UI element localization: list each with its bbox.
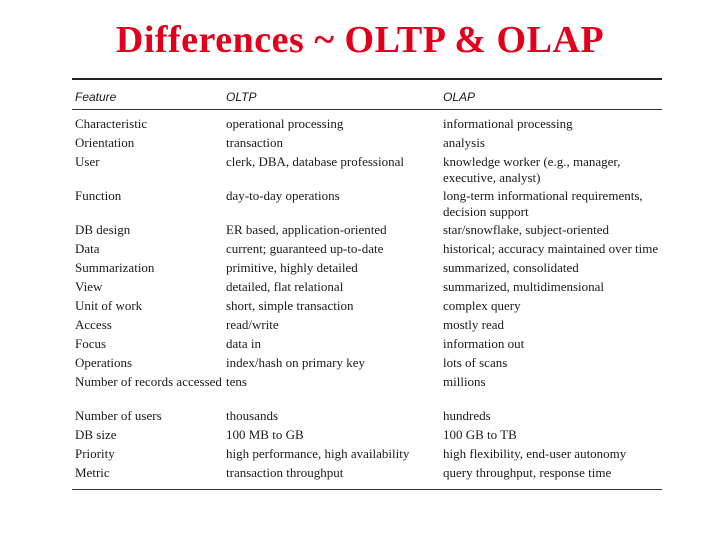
- table-row: [72, 446, 662, 465]
- olap-cell: hundreds: [443, 408, 491, 423]
- table-row: [72, 135, 662, 154]
- bottom-rule: [72, 489, 662, 490]
- page-title: Differences ~ OLTP & OLAP: [115, 19, 605, 61]
- olap-cell: summarized, multidimensional: [443, 279, 605, 294]
- table-row: [72, 260, 662, 279]
- olap-cell: complex query: [443, 298, 521, 313]
- oltp-cell: day-to-day operations: [226, 188, 340, 203]
- olap-cell: millions: [443, 374, 486, 389]
- table-row: [72, 317, 662, 336]
- oltp-cell: transaction throughput: [226, 465, 344, 480]
- comparison-table: [72, 80, 662, 489]
- header-olap: OLAP: [443, 90, 476, 104]
- feature-cell: Summarization: [75, 260, 155, 275]
- table-row: [72, 374, 662, 408]
- feature-cell: DB size: [75, 427, 117, 442]
- feature-cell: DB design: [75, 222, 131, 237]
- oltp-cell: 100 MB to GB: [226, 427, 304, 442]
- table-row: [72, 355, 662, 374]
- table-row: [72, 298, 662, 317]
- feature-cell: Access: [75, 317, 112, 332]
- table-row: [72, 222, 662, 241]
- table-row: [72, 110, 662, 136]
- feature-cell: Characteristic: [75, 116, 148, 131]
- oltp-cell: short, simple transaction: [226, 298, 354, 313]
- olap-cell: lots of scans: [443, 355, 508, 370]
- olap-cell: long-term informational requirements, decision support: [443, 188, 643, 219]
- oltp-cell: current; guaranteed up-to-date: [226, 241, 384, 256]
- feature-cell: Operations: [75, 355, 133, 370]
- olap-cell: star/snowflake, subject-oriented: [443, 222, 610, 237]
- table-row: [72, 427, 662, 446]
- olap-cell: high flexibility, end-user autonomy: [443, 446, 627, 461]
- header-feature: Feature: [75, 90, 117, 104]
- oltp-cell: clerk, DBA, database professional: [226, 154, 404, 169]
- olap-cell: knowledge worker (e.g., manager, executive, analyst): [443, 154, 621, 185]
- feature-cell: Focus: [75, 336, 107, 351]
- olap-cell: historical; accuracy maintained over time: [443, 241, 659, 256]
- olap-cell: summarized, consolidated: [443, 260, 579, 275]
- feature-cell: View: [75, 279, 103, 294]
- olap-cell: informational processing: [443, 116, 573, 131]
- feature-cell: Unit of work: [75, 298, 143, 313]
- olap-cell: query throughput, response time: [443, 465, 612, 480]
- table-row: [72, 154, 662, 188]
- oltp-cell: data in: [226, 336, 262, 351]
- table-row: [72, 465, 662, 489]
- oltp-cell: primitive, highly detailed: [226, 260, 358, 275]
- olap-cell: information out: [443, 336, 525, 351]
- feature-cell: Function: [75, 188, 122, 203]
- header-oltp: OLTP: [226, 90, 257, 104]
- feature-cell: Data: [75, 241, 100, 256]
- oltp-cell: index/hash on primary key: [226, 355, 365, 370]
- table-row: [72, 408, 662, 427]
- oltp-cell: thousands: [226, 408, 278, 423]
- oltp-cell: high performance, high availability: [226, 446, 410, 461]
- feature-cell: Metric: [75, 465, 110, 480]
- feature-cell: Number of records accessed: [75, 374, 222, 389]
- table-row: [72, 241, 662, 260]
- oltp-cell: tens: [226, 374, 247, 389]
- table-row: [72, 336, 662, 355]
- feature-cell: Orientation: [75, 135, 135, 150]
- comparison-table-container: [72, 78, 662, 490]
- oltp-cell: operational processing: [226, 116, 344, 131]
- olap-cell: 100 GB to TB: [443, 427, 517, 442]
- feature-cell: Priority: [75, 446, 115, 461]
- feature-cell: User: [75, 154, 100, 169]
- olap-cell: mostly read: [443, 317, 505, 332]
- olap-cell: analysis: [443, 135, 485, 150]
- oltp-cell: transaction: [226, 135, 284, 150]
- table-header-row: [72, 80, 662, 110]
- oltp-cell: detailed, flat relational: [226, 279, 344, 294]
- feature-cell: Number of users: [75, 408, 162, 423]
- oltp-cell: ER based, application-oriented: [226, 222, 387, 237]
- oltp-cell: read/write: [226, 317, 279, 332]
- table-row: [72, 279, 662, 298]
- table-row: [72, 188, 662, 222]
